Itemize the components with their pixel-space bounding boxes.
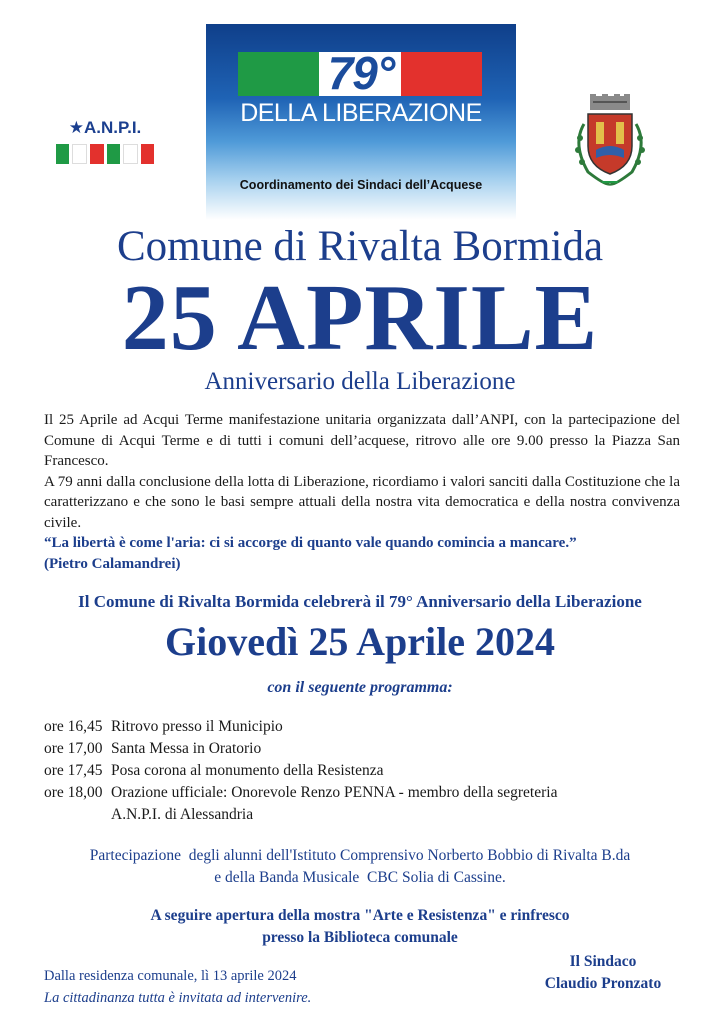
- followup-line-1: A seguire apertura della mostra "Arte e Resistenza" e rinfresco: [150, 907, 570, 924]
- body-paragraph-2: A 79 anni dalla conclusione della lotta di Liberazione, ricordiamo i valori sanciti dalla Costituzione che la caratterizzano e che sono le basi sempre attuali della nostra vita democratica e della nostra convivenza civile.: [44, 473, 680, 531]
- footer-invitation: La cittadinanza tutta è invitata ad intervenire.: [44, 990, 312, 1006]
- signature-name: Claudio Pronzato: [544, 975, 662, 992]
- signature-title: Il Sindaco: [569, 953, 637, 970]
- program-time: ore 16,45: [44, 718, 103, 735]
- anpi-stripes-icon: [56, 144, 154, 164]
- anpi-logo: [56, 118, 154, 166]
- event-date: Giovedì 25 Aprile 2024: [165, 619, 555, 664]
- body-paragraph-1: Il 25 Aprile ad Acqui Terme manifestazione unitaria organizzata dall’ANPI, con la partecipazione del Comune di Acqui Terme e di tutti i comuni dell’acquese, ritrovo alle ore 9.00 presso la Piazza San Francesco.: [44, 412, 680, 469]
- program-text: Orazione ufficiale: Onorevole Renzo PENNA - membro della segreteria: [111, 784, 558, 801]
- coat-of-arms-icon: [566, 94, 654, 190]
- program-continuation: A.N.P.I. di Alessandria: [111, 806, 254, 823]
- program-list: [44, 716, 684, 826]
- liberation-banner: [206, 24, 516, 220]
- quote-author: (Pietro Calamandrei): [44, 555, 181, 572]
- comune-title: Comune di Rivalta Bormida: [116, 223, 604, 270]
- quote: “La libertà è come l'aria: ci si accorge di quanto vale quando comincia a mancare.”: [44, 535, 577, 551]
- program-item: [44, 782, 684, 804]
- program-text: Posa corona al monumento della Resistenza: [111, 762, 384, 779]
- celebration-announcement: Il Comune di Rivalta Bormida celebrerà il 79° Anniversario della Liberazione: [78, 592, 642, 611]
- participation-text: [0, 845, 720, 889]
- program-item: [44, 716, 684, 738]
- program-time: ore 17,45: [44, 762, 103, 779]
- program-item: [44, 760, 684, 782]
- banner-coordinamento: Coordinamento dei Sindaci dell’Acquese: [239, 178, 483, 192]
- footer-date-line: Dalla residenza comunale, lì 13 aprile 2024: [44, 968, 297, 984]
- signature-block: [528, 951, 678, 995]
- followup-text: [0, 905, 720, 949]
- participation-line-1: Partecipazione degli alunni dell'Istituto Comprensivo Norberto Bobbio di Rivalta B.da: [89, 847, 631, 864]
- banner-subtitle: DELLA LIBERAZIONE: [240, 99, 482, 127]
- anniversary-subtitle: Anniversario della Liberazione: [204, 368, 516, 395]
- banner-number: 79°: [327, 47, 395, 99]
- program-time: ore 18,00: [44, 784, 103, 801]
- program-label: con il seguente programma:: [267, 679, 453, 696]
- participation-line-2: e della Banda Musicale CBC Solia di Cassine.: [214, 869, 506, 886]
- program-text: Ritrovo presso il Municipio: [111, 718, 283, 735]
- program-text: Santa Messa in Oratorio: [111, 740, 262, 757]
- program-time: ore 17,00: [44, 740, 103, 757]
- main-date-title: 25 APRILE: [121, 266, 599, 370]
- footer-left: [44, 965, 311, 1009]
- anpi-logo-text: ★A.N.P.I.: [68, 118, 142, 137]
- followup-line-2: presso la Biblioteca comunale: [262, 929, 458, 946]
- program-item: [44, 738, 684, 760]
- body-text: [44, 410, 680, 574]
